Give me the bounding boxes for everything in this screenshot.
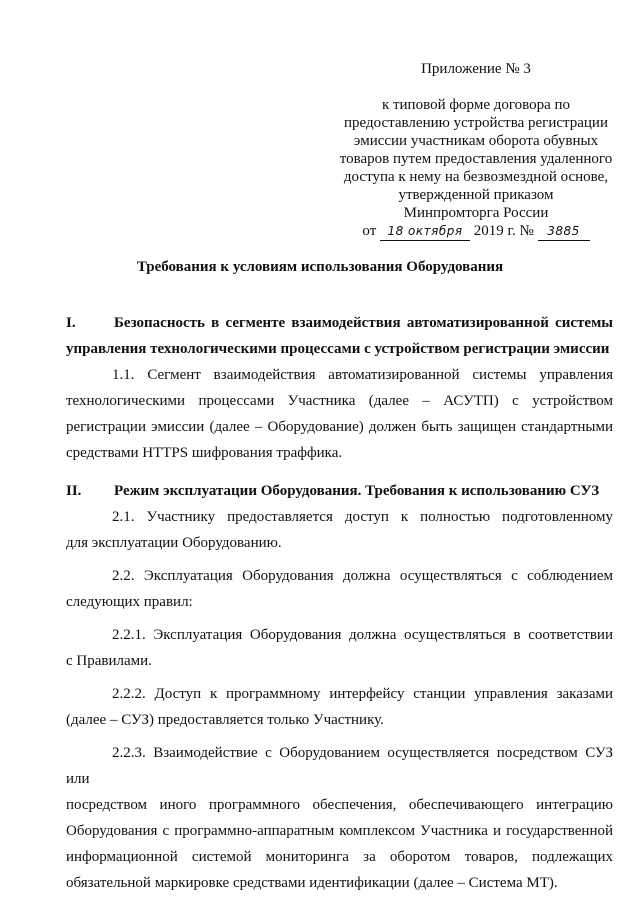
paragraph-2-2-2-line: (далее – СУЗ) предоставляется только Участнику. [66, 712, 384, 728]
appendix-line: к типовой форме договора по [381, 97, 571, 113]
section-1 [66, 310, 613, 466]
order-year: 2019 г. № [473, 223, 534, 239]
section-1-heading-line2: управления технологическими процессами с устройством регистрации эмиссии [66, 341, 610, 357]
section-1-heading-line1 [66, 310, 613, 336]
document-title: Требования к условиям использования Оборудования [136, 259, 504, 275]
section-2-heading-text: Режим эксплуатации Оборудования. Требования к использованию СУЗ [114, 483, 600, 499]
appendix-line: эмиссии участникам оборота обувных [353, 133, 599, 149]
section-1-heading-text: Безопасность в сегменте взаимодействия автоматизированной системы [114, 315, 613, 331]
paragraph-2-2-3-line: 2.2.3. Взаимодействие с Оборудованием осуществляется посредством СУЗ или [66, 745, 613, 787]
section-1-number: I. [66, 315, 76, 331]
paragraph-2-2-line: следующих правил: [66, 594, 193, 610]
paragraph-2-2-1-line: с Правилами. [66, 653, 152, 669]
paragraph-2-2-3-line: информационной системой мониторинга за оборотом товаров, подлежащих [66, 849, 613, 865]
paragraph-1-1-line: технологическими процессами Участника (далее – АСУТП) с устройством [66, 393, 613, 409]
section-2-heading [66, 478, 613, 504]
appendix-header [330, 60, 622, 241]
appendix-line: товаров путем предоставления удаленного [339, 151, 613, 167]
paragraph-2-2-1-line: 2.2.1. Эксплуатация Оборудования должна осуществляться в соответствии [112, 627, 613, 643]
paragraph-2-2-3-line: обязательной маркировке средствами идентификации (далее – Система МТ). [66, 875, 558, 891]
paragraph-2-2-line: 2.2. Эксплуатация Оборудования должна осуществляться с соблюдением [112, 568, 613, 584]
appendix-line: Минпромторга России [403, 205, 549, 221]
date-prefix: от [362, 223, 377, 239]
paragraph-1-1-line: регистрации эмиссии (далее – Оборудование) должен быть защищен стандартными [66, 419, 613, 435]
appendix-line: утвержденной приказом [398, 187, 554, 203]
handwritten-date: 18 октября [380, 222, 470, 241]
paragraph-1-1-line: 1.1. Сегмент взаимодействия автоматизированной системы управления [112, 367, 613, 383]
appendix-line: доступа к нему на безвозмездной основе, [343, 169, 609, 185]
section-2 [66, 478, 613, 896]
paragraph-2-2-2-line: 2.2.2. Доступ к программному интерфейсу станции управления заказами [112, 686, 613, 702]
paragraph-2-2-3-line: Оборудования с программно-аппаратным комплексом Участника и государственной [66, 823, 613, 839]
paragraph-2-1-line: для эксплуатации Оборудованию. [66, 535, 282, 551]
paragraph-2-2-3-line: посредством иного программного обеспечения, обеспечивающего интеграцию [66, 797, 613, 813]
paragraph-1-1-line: средствами HTTPS шифрования траффика. [66, 445, 343, 461]
appendix-line: предоставлению устройства регистрации [344, 115, 608, 131]
paragraph-2-1-line: 2.1. Участнику предоставляется доступ к полностью подготовленному [112, 509, 613, 525]
section-2-number: II. [66, 483, 82, 499]
order-date-line [330, 222, 622, 241]
handwritten-order-number: 3885 [538, 222, 590, 241]
appendix-title: Приложение № 3 [421, 61, 531, 77]
